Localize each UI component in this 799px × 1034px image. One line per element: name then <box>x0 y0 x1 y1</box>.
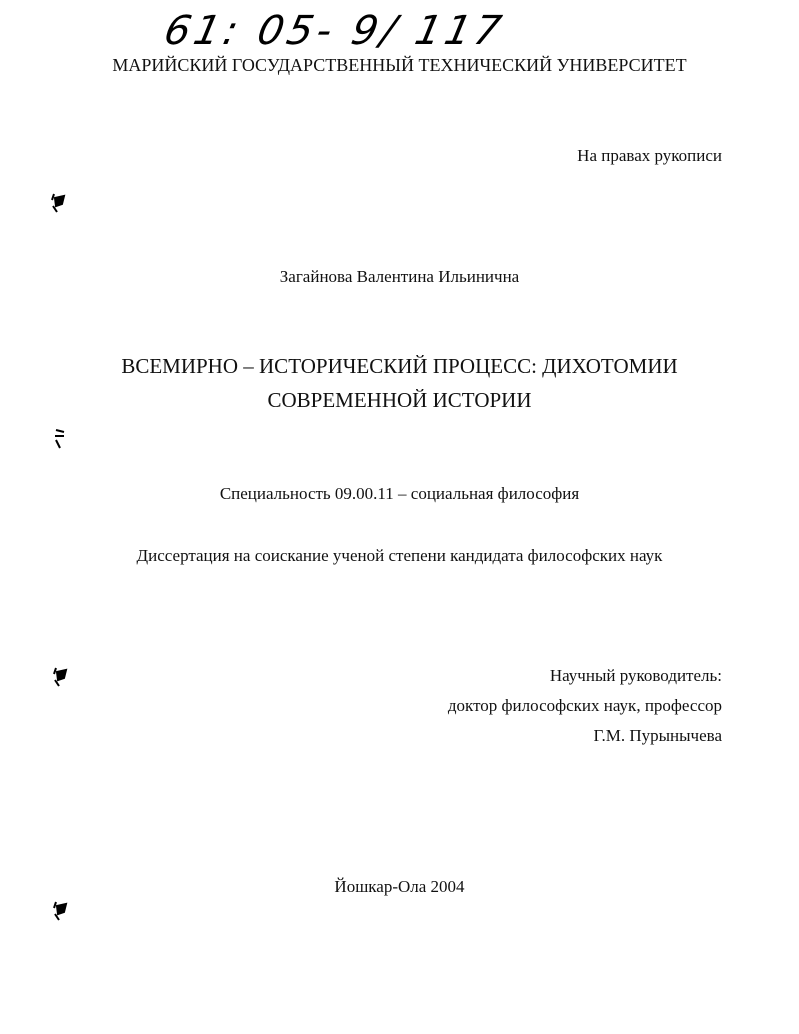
binding-hole-mark-icon <box>52 428 68 450</box>
binding-hole-mark-icon <box>52 900 68 922</box>
specialty: Специальность 09.00.11 – социальная философия <box>219 484 580 503</box>
dissertation-title-line-1: ВСЕМИРНО – ИСТОРИЧЕСКИЙ ПРОЦЕСС: ДИХОТОМИИ <box>121 354 678 378</box>
handwritten-catalog-number: 61: 05- 9/ 117 <box>160 8 510 54</box>
supervisor-name: Г.М. Пурынычева <box>593 726 722 745</box>
supervisor-degree: доктор философских наук, профессор <box>447 696 722 715</box>
city-year: Йошкар-Ола 2004 <box>334 877 465 896</box>
binding-hole-mark-icon <box>50 192 66 214</box>
dissertation-title-line-2: СОВРЕМЕННОЙ ИСТОРИИ <box>267 388 532 412</box>
supervisor-label: Научный руководитель: <box>549 666 722 685</box>
university-name: МАРИЙСКИЙ ГОСУДАРСТВЕННЫЙ ТЕХНИЧЕСКИЙ УНИВЕРСИТЕТ <box>112 55 687 75</box>
author-name: Загайнова Валентина Ильинична <box>279 267 520 286</box>
dissertation-degree: Диссертация на соискание ученой степени кандидата философских наук <box>136 546 663 565</box>
manuscript-rights-note: На правах рукописи <box>577 146 722 165</box>
binding-hole-mark-icon <box>52 666 68 688</box>
